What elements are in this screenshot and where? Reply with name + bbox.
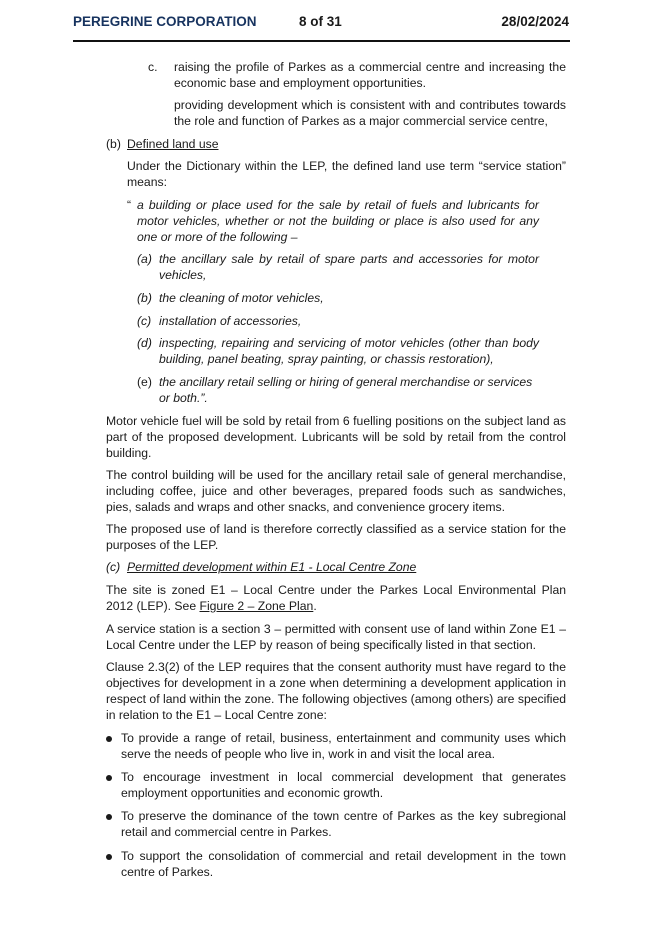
section-c-label: (c): [106, 560, 121, 574]
objective-item: To encourage investment in local commercial development that generates employment opportunities and economic growth.: [121, 770, 566, 800]
objective-item: To preserve the dominance of the town centre of Parkes as the key subregional retail and commercial centre in Parkes.: [121, 809, 566, 839]
def-item-d-text: inspecting, repairing and servicing of motor vehicles (other than body building, panel beating, spray painting, or chassis restoration),: [159, 336, 539, 366]
bullet-icon: [106, 736, 112, 742]
figure-2-link[interactable]: Figure 2 – Zone Plan: [199, 599, 314, 613]
bullet-icon: [106, 775, 112, 781]
def-item-e-label: (e): [137, 375, 152, 389]
def-item-b-text: the cleaning of motor vehicles,: [159, 291, 324, 305]
section-b-heading: Defined land use: [127, 137, 219, 151]
def-item-c-label: (c): [137, 314, 152, 328]
def-item-a-text: the ancillary sale by retail of spare parts and accessories for motor vehicles,: [159, 252, 539, 282]
quote-mark: “: [127, 198, 132, 212]
continuation-text: providing development which is consistent with and contributes towards the role and function of Parkes as a major commercial service centre,: [174, 98, 566, 128]
zoning-text-end: .: [313, 599, 317, 613]
def-item-a-label: (a): [137, 252, 152, 266]
document-date: 28/02/2024: [501, 14, 569, 29]
objective-item: To provide a range of retail, business, entertainment and community uses which serve the needs of people who live in, work in and visit the local area.: [121, 731, 566, 761]
paragraph-zoning: [106, 582, 566, 614]
section-b-label: (b): [106, 137, 121, 151]
bullet-icon: [106, 814, 112, 820]
zoning-text: The site is zoned E1 – Local Centre under the Parkes Local Environmental Plan 2012 (LEP). See: [106, 583, 566, 613]
paragraph-control-building: The control building will be used for the ancillary retail sale of general merchandise, including coffee, juice and other beverages, prepared foods such as sandwiches, pies, salads and wraps and other snacks, and convenience grocery items.: [106, 468, 566, 514]
section-b-lead: Under the Dictionary within the LEP, the defined land use term “service station” means:: [127, 159, 566, 189]
page-header: [73, 14, 569, 34]
def-item-c-text: installation of accessories,: [159, 314, 302, 328]
objective-item: To support the consolidation of commercial and retail development in the town centre of Parkes.: [121, 849, 566, 879]
def-item-d-label: (d): [137, 336, 152, 350]
paragraph-permitted: A service station is a section 3 – permitted with consent use of land within Zone E1 – Local Centre under the LEP by reason of being specifically listed in that section.: [106, 622, 566, 652]
item-c-text: raising the profile of Parkes as a commercial centre and increasing the economic base and employment opportunities.: [174, 60, 566, 90]
header-divider: [73, 40, 570, 42]
company-name: PEREGRINE CORPORATION: [73, 14, 257, 29]
paragraph-clause: Clause 2.3(2) of the LEP requires that the consent authority must have regard to the objectives for development in a zone when determining a development application in respect of land within the zone. The following objectives (among others) are specified in relation to the E1 – Local Centre zone:: [106, 660, 566, 722]
def-item-e-text: the ancillary retail selling or hiring of general merchandise or services or both.”.: [159, 375, 533, 405]
item-c-label: c.: [148, 60, 158, 74]
paragraph-fuel: Motor vehicle fuel will be sold by retail from 6 fuelling positions on the subject land as part of the proposed development. Lubricants will be sold by retail from the control building.: [106, 414, 566, 460]
bullet-icon: [106, 854, 112, 860]
page-number: 8 of 31: [299, 14, 342, 29]
section-c-heading: Permitted development within E1 - Local Centre Zone: [127, 560, 417, 574]
definition-text: a building or place used for the sale by retail of fuels and lubricants for motor vehicles, whether or not the building or place is also used for any one or more of the following –: [137, 198, 539, 244]
def-item-b-label: (b): [137, 291, 152, 305]
paragraph-classification: The proposed use of land is therefore correctly classified as a service station for the purposes of the LEP.: [106, 522, 566, 552]
